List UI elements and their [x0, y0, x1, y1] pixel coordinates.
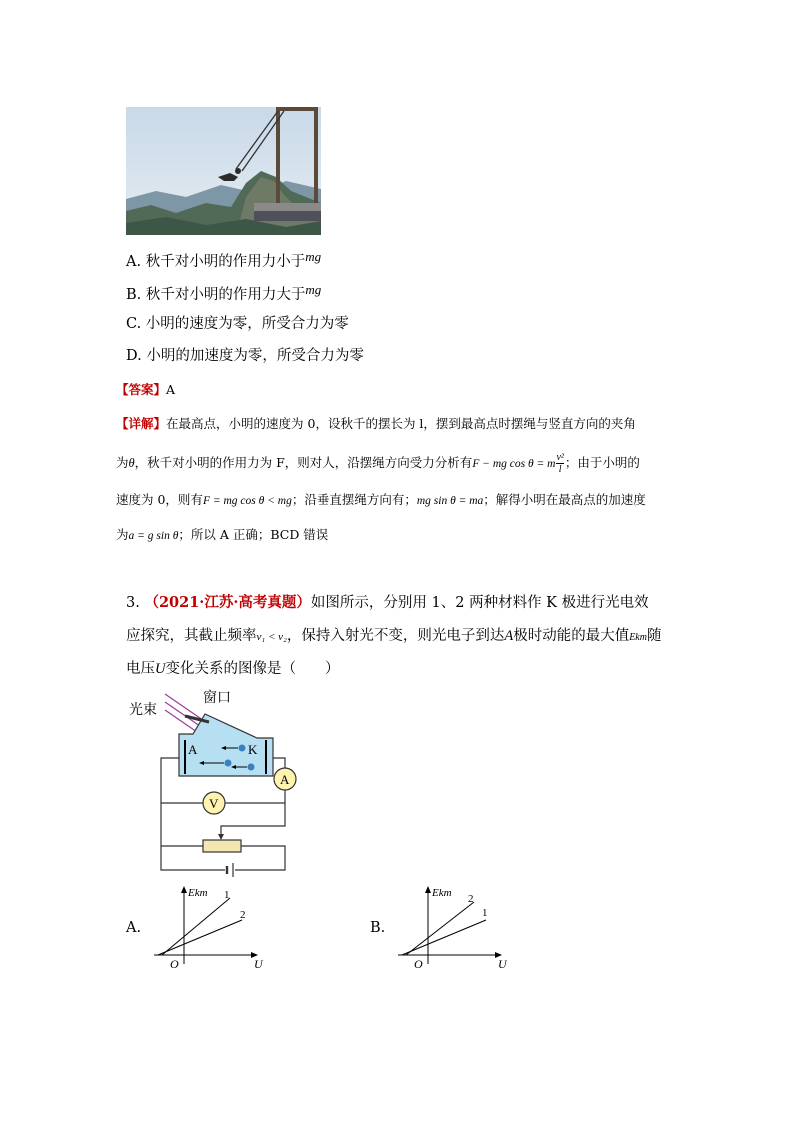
fraction-denominator: l [558, 464, 562, 475]
detail-math: a = g sin θ [128, 530, 179, 542]
detail-text: 在最高点，小明的速度为 0，设秋千的摆长为 l，摆到最高点时摆绳与竖直方向的夹角 [166, 416, 636, 431]
graph-option-b [394, 880, 514, 970]
detail-math: F − mg cos θ = m [472, 458, 556, 470]
detail-math: θ [128, 456, 135, 470]
window-label: 窗口 [203, 691, 231, 706]
question-math: U [155, 661, 166, 677]
origin-label: O [170, 957, 179, 970]
line-1 [162, 898, 230, 955]
question-math: A [504, 628, 514, 644]
steep-line-label: 1 [224, 889, 230, 901]
detail-text: 为 [116, 455, 129, 470]
option-c [126, 314, 349, 334]
option-text: 小明的加速度为零，所受合力为零 [146, 348, 364, 364]
question-source: （2021·江苏·高考真题） [144, 594, 311, 611]
detail-text: 速度为 0，则有 [116, 492, 203, 507]
voltmeter-label: V [209, 796, 219, 811]
detail-text: ；解得小明在最高点的加速度 [483, 492, 646, 507]
detail-text: 为 [116, 527, 129, 542]
x-axis-label: U [498, 957, 507, 970]
shallow-line-label: 1 [482, 907, 488, 919]
question-number: 3. [126, 595, 140, 611]
line-2 [158, 920, 242, 955]
detail-line-3 [116, 490, 646, 508]
x-axis-label: U [254, 957, 263, 970]
beam-label: 光束 [129, 703, 157, 718]
option-label: A. [126, 254, 142, 270]
answer-value: A [166, 382, 176, 397]
photoelectric-circuit-diagram [125, 688, 310, 878]
question-math: Ekm [629, 632, 647, 643]
rheostat [203, 840, 241, 852]
answer-bracket: 【答案】 [116, 382, 167, 397]
question-math: ν₁ < ν₂ [256, 631, 287, 643]
question-text: 极时动能的最大值 [513, 628, 630, 644]
detail-text: ，秋千对小明的作用力为 F，则对人，沿摆绳方向受力分析有 [134, 455, 473, 470]
question-text: 变化关系的图像是（ ） [165, 661, 340, 677]
question-text: 应探究，其截止频率 [126, 628, 257, 644]
ammeter-label: A [280, 772, 290, 787]
answer [116, 380, 175, 398]
option-d [126, 346, 364, 366]
detail-line-4 [116, 525, 328, 543]
q3-line-2 [126, 624, 661, 645]
option-label: B. [126, 287, 142, 303]
detail-line-2 [116, 452, 640, 475]
option-b [126, 280, 321, 305]
graph-option-a [150, 880, 270, 970]
detail-line-1 [116, 414, 636, 432]
detail-text: ；所以 A 正确；BCD 错误 [178, 527, 329, 542]
fraction-numerator: v² [556, 452, 564, 463]
cathode-label: K [248, 742, 258, 757]
y-axis-label: Ekm [432, 887, 452, 899]
swing-photo [126, 107, 321, 235]
fraction [556, 452, 563, 475]
line-2 [406, 902, 474, 955]
graph-option-label: A. [126, 920, 142, 936]
detail-math: F = mg cos θ < mg [202, 495, 292, 507]
option-label: D. [126, 348, 142, 364]
option-math: mg [305, 282, 322, 297]
graph-option-label: B. [370, 920, 386, 936]
option-text: 小明的速度为零，所受合力为零 [145, 316, 349, 332]
option-a [126, 247, 321, 272]
y-axis-label: Ekm [188, 887, 208, 899]
anode-label: A [188, 742, 198, 757]
option-text: 秋千对小明的作用力小于 [145, 254, 306, 270]
steep-line-label: 2 [468, 893, 474, 905]
detail-text: ；由于小明的 [564, 455, 640, 470]
q3-line-3 [126, 657, 339, 678]
detail-text: ；沿垂直摆绳方向有； [291, 492, 417, 507]
option-text: 秋千对小明的作用力大于 [145, 287, 306, 303]
question-text: 随 [646, 628, 662, 644]
detail-bracket: 【详解】 [116, 416, 167, 431]
question-text: ，保持入射光不变，则光电子到达 [286, 628, 505, 644]
graph-option-a-label [126, 918, 141, 938]
option-label: C. [126, 316, 142, 332]
origin-label: O [414, 957, 423, 970]
option-math: mg [305, 249, 322, 264]
question-text: 电压 [126, 661, 155, 677]
question-text: 如图所示，分别用 1、2 两种材料作 K 极进行光电效 [310, 595, 649, 611]
shallow-line-label: 2 [240, 909, 246, 921]
graph-option-b-label [370, 918, 385, 938]
detail-math: mg sin θ = ma [416, 495, 484, 507]
q3-line-1 [126, 591, 649, 612]
